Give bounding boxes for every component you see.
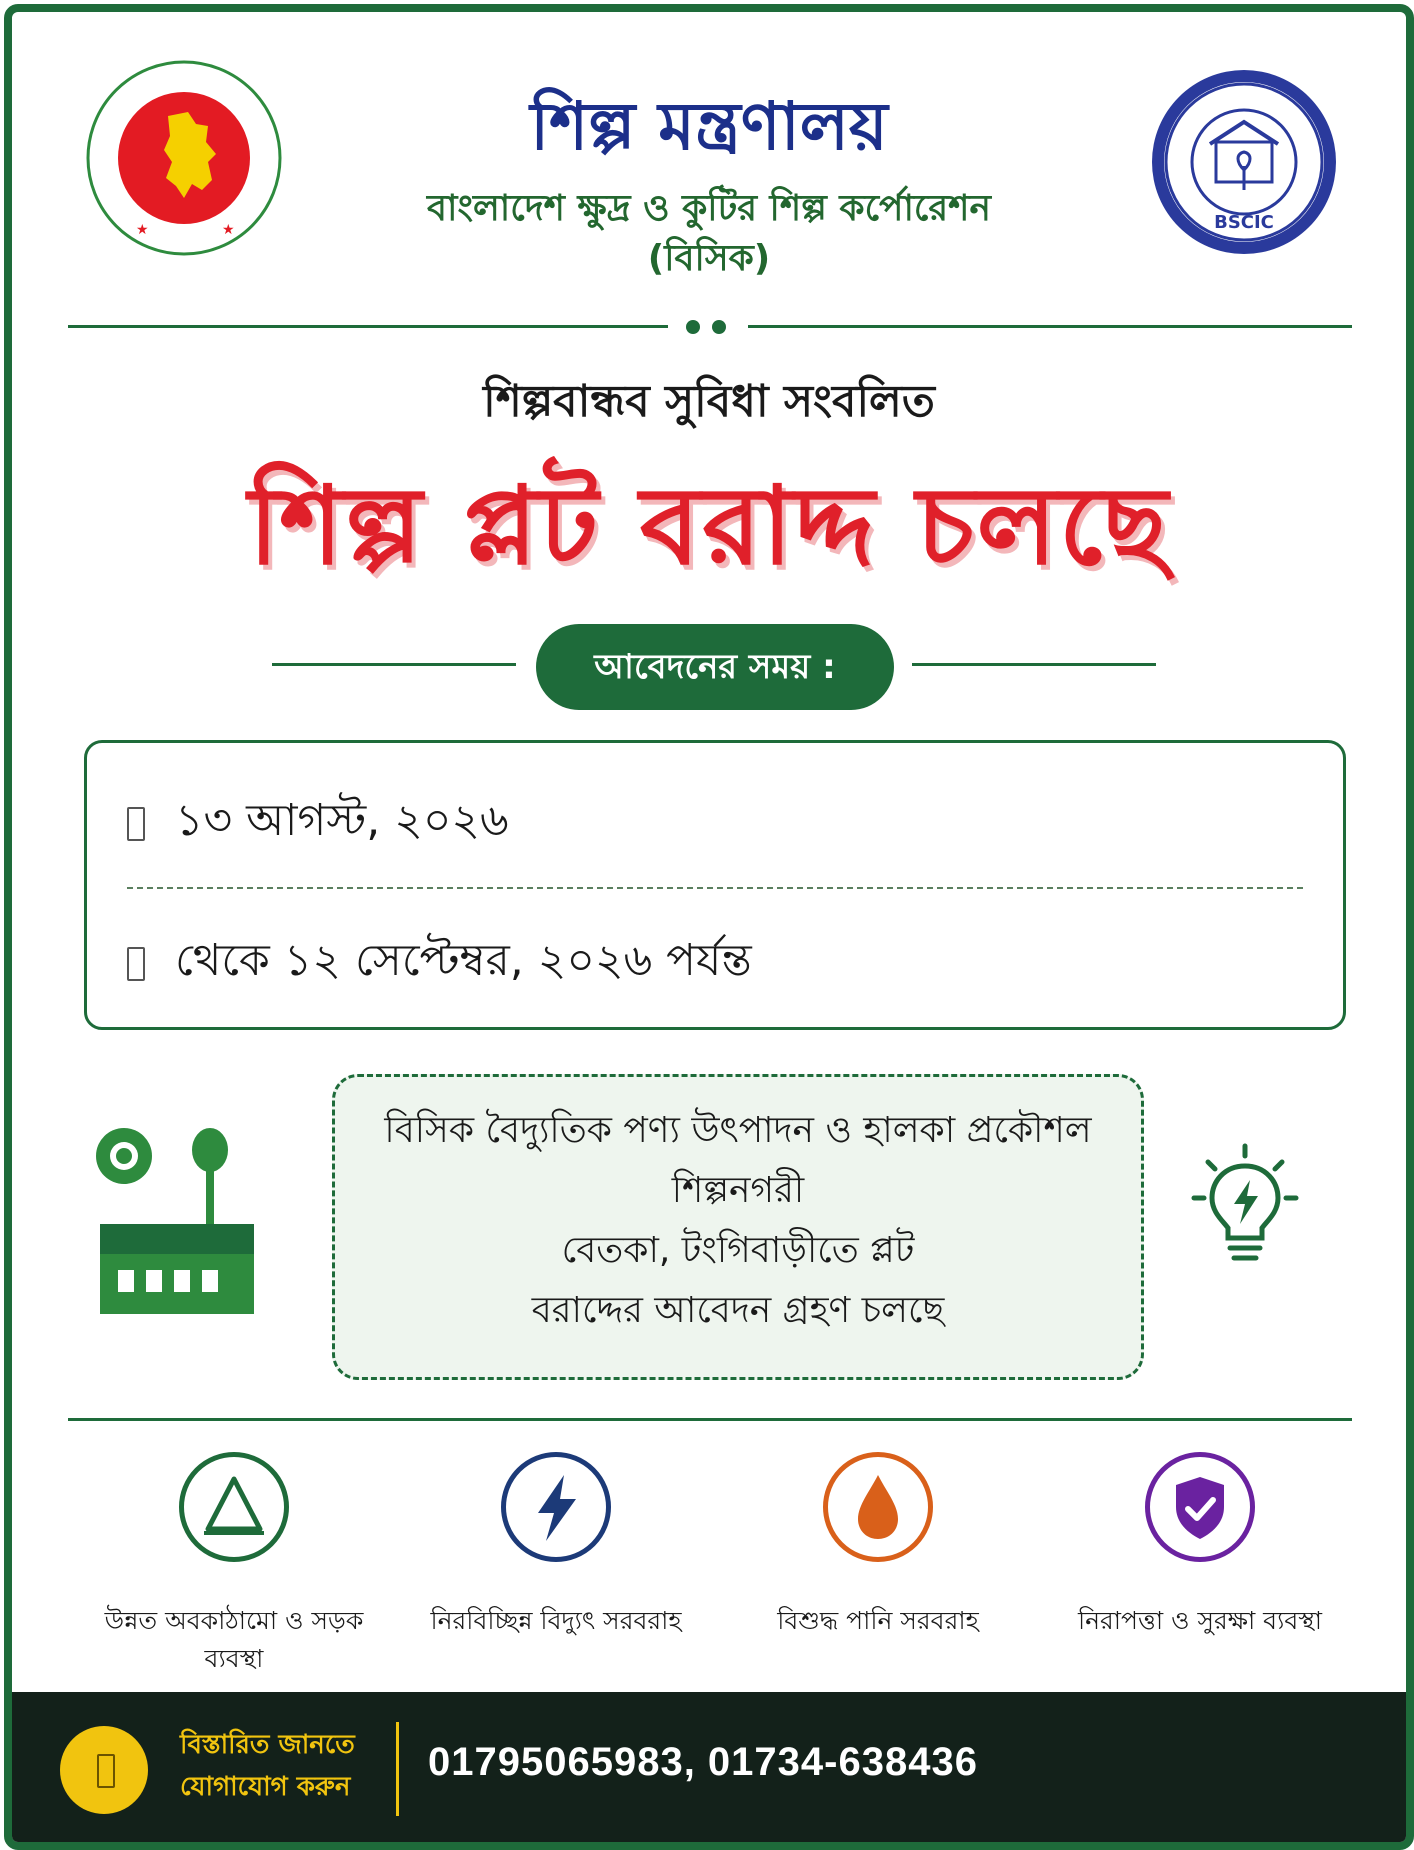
contact-label [180,1724,355,1808]
info-line-4: বরাদ্দের আবেদন গ্রহণ চলছে [531,1290,945,1331]
corporation-name-line1: বাংলাদেশ ক্ষুদ্র ও কুটির শিল্প কর্পোরেশন [427,188,991,229]
features-divider [68,1418,1352,1421]
feature-label: নিরাপত্তা ও সুরক্ষা ব্যবস্থা [1077,1606,1323,1635]
info-line-2: শিল্পনগরী [671,1170,805,1211]
headline-title: শিল্প প্লট বরাদ্দ চলছে [248,464,1170,589]
application-dates-box [84,740,1346,1030]
feature-label: নিরবিচ্ছিন্ন বিদ্যুৎ সরবরাহ [430,1606,682,1635]
feature-security [1050,1452,1350,1640]
start-date: ১৩ আগস্ট, ২০২৬ [175,795,509,846]
factory-icon [92,1120,262,1314]
header-divider-right [748,325,1352,328]
date-separator [127,887,1303,889]
phone-icon[interactable] [60,1726,148,1814]
divider-dot [686,320,700,334]
footer-contact-bar [12,1692,1406,1842]
shield-check-icon [1145,1452,1255,1562]
end-date: থেকে ১২ সেপ্টেম্বর, ২০২৬ পর্যন্ত [175,935,752,986]
start-date-row [127,787,509,860]
svg-text:★: ★ [222,222,235,238]
info-line-1: বিসিক বৈদ্যুতিক পণ্য উৎপাদন ও হালকা প্রকৌশল [384,1110,1092,1151]
poster-frame [4,4,1414,1850]
header-divider-left [68,325,668,328]
water-drop-icon [823,1452,933,1562]
light-bulb-icon [1190,1142,1300,1272]
pill-divider-right [912,663,1156,666]
pill-divider-left [272,663,516,666]
contact-phone-numbers[interactable]: 01795065983, 01734-638436 [428,1740,978,1784]
calendar-icon [127,807,145,841]
contact-label-line2: যোগাযোগ করুন [180,1772,351,1802]
info-line-3: বেতকা, টংগিবাড়ীতে প্লট [561,1230,915,1271]
government-seal-logo [84,58,284,258]
triangle-icon [179,1452,289,1562]
divider-dot [712,320,726,334]
headline-subtitle: শিল্পবান্ধব সুবিধা সংবলিত [483,376,935,427]
application-period-label: আবেদনের সময় : [536,624,894,710]
feature-electricity [406,1452,706,1640]
footer-separator [396,1722,399,1816]
bscic-logo [1140,58,1348,266]
contact-label-line1: বিস্তারিত জানতে [180,1730,355,1760]
end-date-row [127,927,752,1000]
feature-label: বিশুদ্ধ পানি সরবরাহ [777,1606,979,1635]
bscic-abbr: BSCIC [1214,212,1274,233]
feature-infrastructure [84,1452,384,1678]
corporation-name-line2: (বিসিক) [647,238,771,279]
calendar-icon [127,947,145,981]
corporation-name [312,184,1106,284]
ministry-title: শিল্প মন্ত্রণালয় [530,88,888,165]
feature-water [728,1452,1028,1640]
feature-label: উন্নত অবকাঠামো ও সড়ক ব্যবস্থা [104,1606,364,1673]
lightning-icon [501,1452,611,1562]
svg-text:★: ★ [136,222,149,238]
estate-info-box [332,1074,1144,1380]
